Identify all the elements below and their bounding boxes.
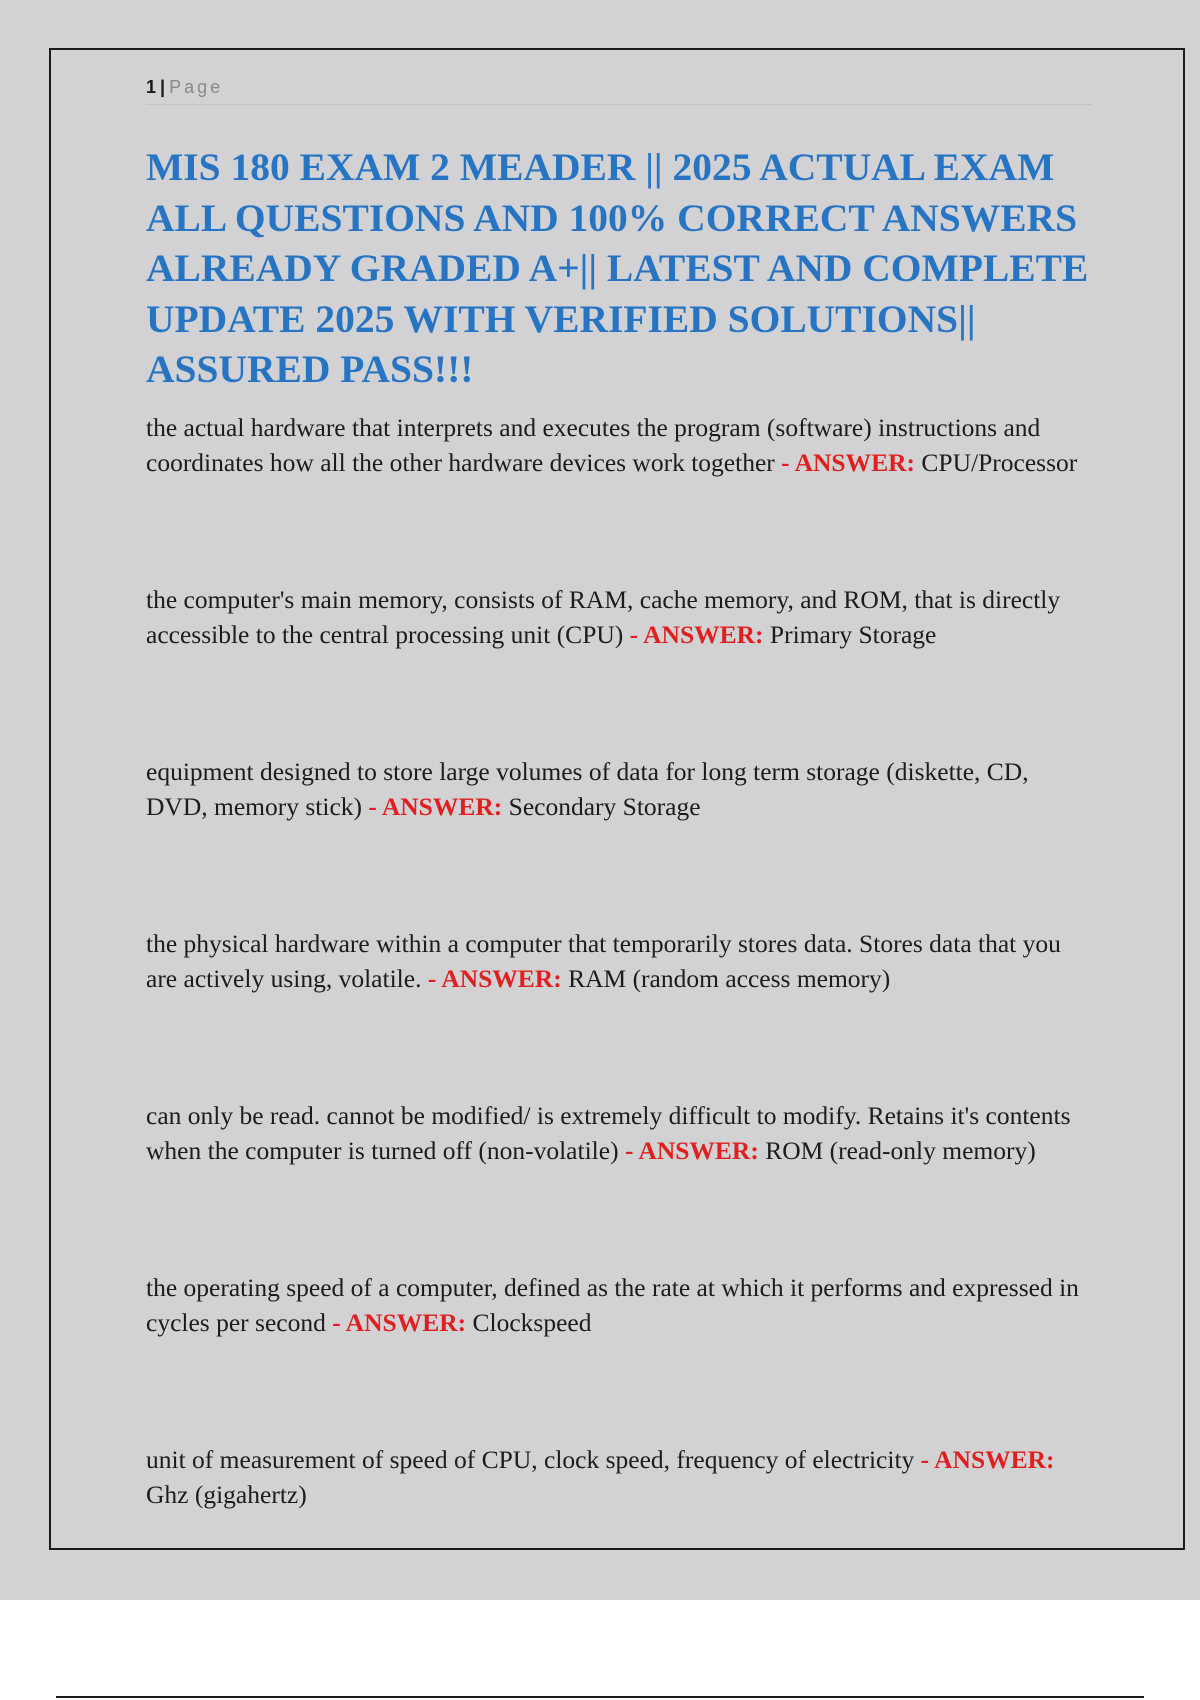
answer-text: Primary Storage: [769, 620, 937, 649]
answer-label: - ANSWER:: [427, 964, 562, 993]
answer-text: Secondary Storage: [508, 792, 701, 821]
page-separator: |: [160, 77, 166, 97]
qa-item: [146, 926, 1096, 996]
qa-item: [146, 582, 1096, 652]
answer-label: - ANSWER:: [368, 792, 503, 821]
document-title: MIS 180 EXAM 2 MEADER || 2025 ACTUAL EXAM ALL QUESTIONS AND 100% CORRECT ANSWERS ALREADY GRADED A+|| LATEST AND COMPLETE UPDATE 2025 WITH VERIFIED SOLUTIONS|| ASSURED PASS!!!: [146, 145, 1089, 391]
question-text: equipment designed to store large volumes of data for long term storage (diskette, CD, DVD, memory stick): [146, 757, 1029, 821]
next-page-top-rule: [56, 1696, 1144, 1698]
qa-item: [146, 1270, 1096, 1340]
answer-text: CPU/Processor: [921, 448, 1078, 477]
qa-item: [146, 754, 1096, 824]
qa-item: [146, 1098, 1096, 1168]
qa-list: [146, 410, 1096, 1512]
question-text: the actual hardware that interprets and executes the program (software) instructions and coordinates how all the other hardware devices work together: [146, 413, 1041, 477]
question-text: can only be read. cannot be modified/ is extremely difficult to modify. Retains it's contents when the computer is turned off (non-volatile): [146, 1101, 1071, 1165]
question-text: the physical hardware within a computer that temporarily stores data. Stores data that you are actively using, volatile.: [146, 929, 1061, 993]
page-label: Page: [169, 77, 224, 97]
answer-text: RAM (random access memory): [568, 964, 891, 993]
answer-label: - ANSWER:: [629, 620, 764, 649]
qa-item: [146, 1442, 1096, 1512]
qa-item: [146, 410, 1096, 480]
answer-label: - ANSWER:: [781, 448, 916, 477]
question-text: the operating speed of a computer, defined as the rate at which it performs and expressed in cycles per second: [146, 1273, 1079, 1337]
answer-label: - ANSWER:: [624, 1136, 759, 1165]
answer-text: Clockspeed: [472, 1308, 592, 1337]
answer-label: - ANSWER:: [332, 1308, 467, 1337]
page-number: 1: [146, 77, 157, 97]
answer-text: ROM (read-only memory): [765, 1136, 1036, 1165]
answer-text: Ghz (gigahertz): [146, 1480, 307, 1509]
question-text: unit of measurement of speed of CPU, clock speed, frequency of electricity: [146, 1445, 915, 1474]
question-text: the computer's main memory, consists of RAM, cache memory, and ROM, that is directly accessible to the central processing unit (CPU): [146, 585, 1061, 649]
answer-label: - ANSWER:: [920, 1445, 1055, 1474]
page-header: [146, 74, 1092, 105]
